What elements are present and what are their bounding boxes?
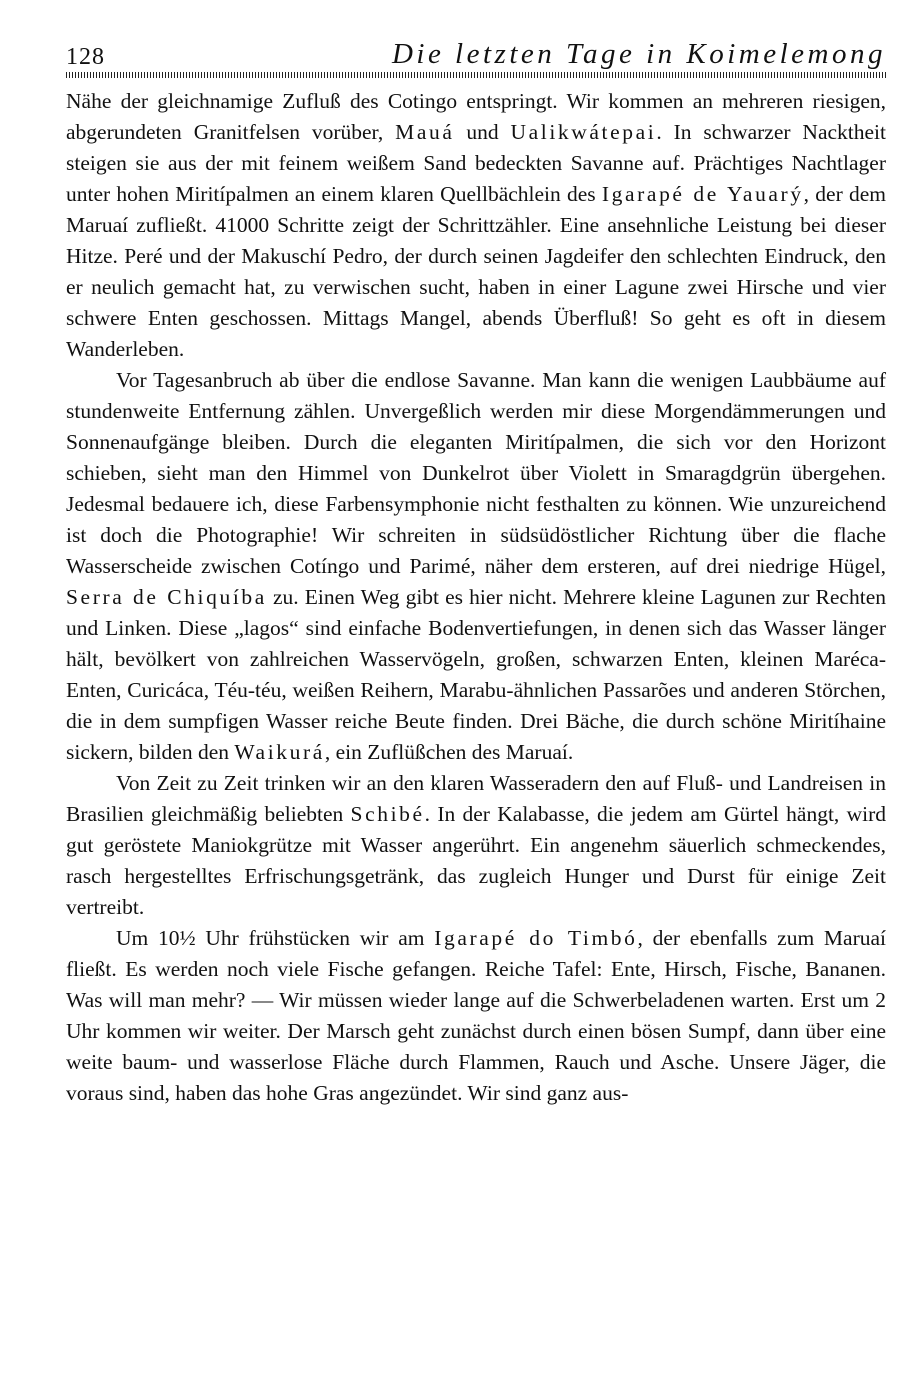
spaced-place-name: Igarapé de Yauarý <box>601 182 804 206</box>
spaced-place-name: Mauá <box>395 120 455 144</box>
text-run: , ein Zuflüßchen des Maruaí. <box>324 740 574 764</box>
body-text <box>66 86 886 1109</box>
text-run: , der dem Maruaí zufließt. 41000 Schritte zeigt der Schrittzähler. Eine ansehnliche Leistung bei dieser Hitze. Peré und der Makuschí Pedro, der durch seinen Jagdeifer den schlechten Eindruck, den er neulich gemacht hat, zu verwischen sucht, haben in einer Lagune zwei Hirsche und vier schwere Enten geschossen. Mittags Mangel, abends Überfluß! So geht es oft in diesem Wanderleben. <box>66 182 887 361</box>
text-run: Von Zeit zu Zeit trinken wir an den klaren Wasseradern den auf Fluß- und Landreisen in Brasilien gleichmäßig beliebten <box>66 771 886 826</box>
spaced-place-name: Ualikwátepai <box>510 120 657 144</box>
paragraph <box>66 923 886 1109</box>
spaced-place-name: Igarapé do Timbó <box>434 926 638 950</box>
running-head <box>66 38 886 72</box>
text-run: . In schwarzer Nacktheit steigen sie aus der mit feinem weißem Sand bedeckten Savanne auf. Prächtiges Nachtlager unter hohen Miritípalmen an einem klaren Quellbächlein des <box>66 120 886 206</box>
running-title: Die letzten Tage in Koimelemong <box>391 38 886 70</box>
spaced-place-name: Waikurá <box>234 740 325 764</box>
paragraph <box>66 768 886 923</box>
paragraph <box>66 365 886 768</box>
text-run: Nähe der gleichnamige Zufluß des Cotingo entspringt. Wir kommen an mehreren riesigen, abgerundeten Granitfelsen vorüber, <box>66 89 886 144</box>
text-run: zu. Einen Weg gibt es hier nicht. Mehrere kleine Lagunen zur Rechten und Linken. Diese „lagos“ sind einfache Bodenvertiefungen, in denen sich das Wasser länger hält, bevölkert von zahlreichen Wasservögeln, großen, schwarzen Enten, kleinen Maréca-Enten, Curicáca, Téu-téu, weißen Reihern, Marabu-ähnlichen Passarões und anderen Störchen, die in dem sumpfigen Wasser reiche Beute finden. Drei Bäche, die durch schöne Miritíhaine sickern, bilden den <box>66 585 886 764</box>
spaced-place-name: Serra de Chiquíba <box>66 585 267 609</box>
spaced-term: Schibé <box>350 802 425 826</box>
page-number: 128 <box>66 44 105 70</box>
text-run: Vor Tagesanbruch ab über die endlose Savanne. Man kann die wenigen Laubbäume auf stundenweite Entfernung zählen. Unvergeßlich werden mir diese Morgendämmerungen und Sonnenaufgänge bleiben. Durch die eleganten Miritípalmen, die sich vor den Horizont schieben, sieht man den Himmel von Dunkelrot über Violett in Smaragdgrün übergehen. Jedesmal bedauere ich, diese Farbensymphonie nicht festhalten zu können. Wie unzureichend ist doch die Photographie! Wir schreiten in südsüdöstlicher Richtung über die flache Wasserscheide zwischen Cotíngo und Parimé, näher dem ersteren, auf drei niedrige Hügel, <box>66 368 886 578</box>
paragraph <box>66 86 886 365</box>
text-run: . In der Kalabasse, die jedem am Gürtel hängt, wird gut geröstete Maniokgrütze mit Wasser angerührt. Ein angenehm säuerlich schmeckendes, rasch hergestelltes Erfrischungsgetränk, das zugleich Hunger und Durst für einige Zeit vertreibt. <box>66 802 886 919</box>
text-run: Um 10½ Uhr frühstücken wir am <box>116 926 435 950</box>
book-page <box>66 0 886 1395</box>
header-rule <box>66 72 886 78</box>
text-run: und <box>454 120 511 144</box>
text-run: , der ebenfalls zum Maruaí fließt. Es werden noch viele Fische gefangen. Reiche Tafel: Ente, Hirsch, Fische, Bananen. Was will man mehr? — Wir müssen wieder lange auf die Schwerbeladenen warten. Erst um 2 Uhr kommen wir weiter. Der Marsch geht zunächst durch einen bösen Sumpf, dann über eine weite baum- und wasserlose Fläche durch Flammen, Rauch und Asche. Unsere Jäger, die voraus sind, haben das hohe Gras angezündet. Wir sind ganz aus- <box>66 926 886 1105</box>
